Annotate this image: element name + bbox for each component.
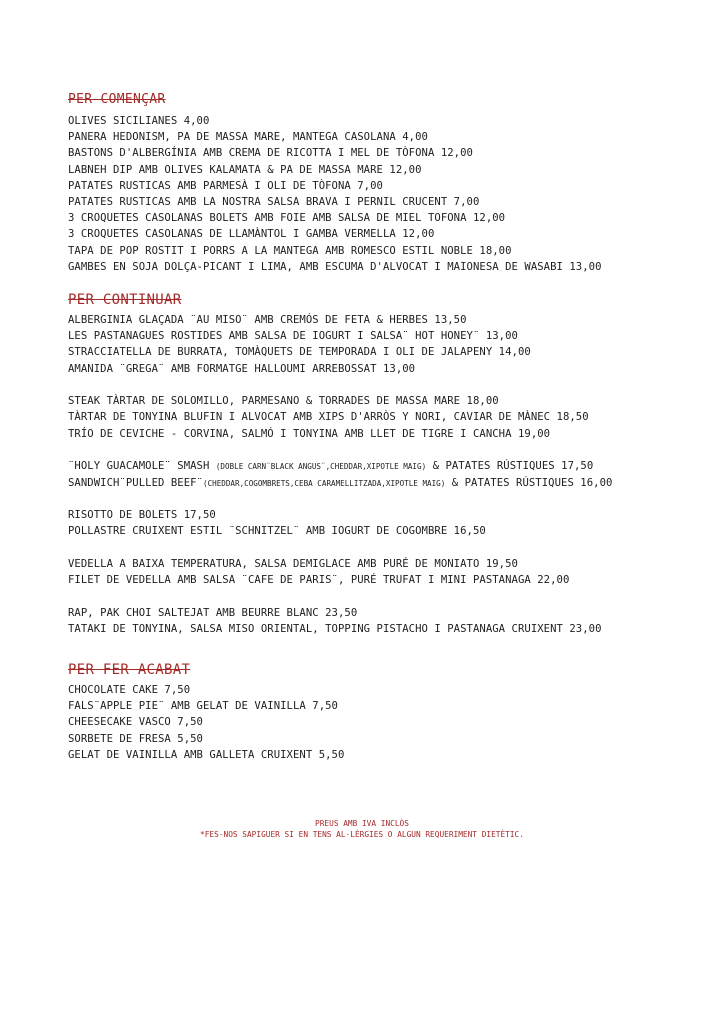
menu-item: PANERA HEDONISM, PA DE MASSA MARE, MANTEGA CASOLANA 4,00 (68, 131, 428, 144)
menu-item: PATATES RUSTICAS AMB PARMESÀ I OLI DE TÒFONA 7,00 (68, 179, 383, 192)
section-starters (68, 91, 708, 275)
group-spacer (68, 491, 708, 508)
group-spacer (68, 442, 708, 459)
menu-item: 3 CROQUETES CASOLANAS DE LLAMÀNTOL I GAMBA VERMELLA 12,00 (68, 228, 435, 241)
menu-item: TRÍO DE CEVICHE - CORVINA, SALMÓ I TONYINA AMB LLET DE TIGRE I CANCHA 19,00 (68, 427, 551, 440)
item-price-text: & PATATES RÚSTIQUES 16,00 (445, 476, 613, 489)
menu-item: GELAT DE VAINILLA AMB GALLETA CRUIXENT 5,50 (68, 748, 345, 761)
menu-item: PATATES RUSTICAS AMB LA NOSTRA SALSA BRAVA I PERNIL CRUCENT 7,00 (68, 195, 480, 208)
item-main-text: SANDWICH¨PULLED BEEF¨ (68, 476, 203, 489)
menu-item: FILET DE VEDELLA AMB SALSA ¨CAFE DE PARIS¨, PURÉ TRUFAT I MINI PASTANAGA 22,00 (68, 574, 570, 587)
section-title-starters: PER COMENÇAR (68, 92, 166, 107)
menu-item: TAPA DE POP ROSTIT I PORRS A LA MANTEGA AMB ROMESCO ESTIL NOBLE 18,00 (68, 244, 512, 257)
menu-item: OLIVES SICILIANES 4,00 (68, 115, 210, 127)
menu-item: BASTONS D'ALBERGÍNIA AMB CREMA DE RICOTTA I MEL DE TÒFONA 12,00 (68, 147, 473, 160)
menu-item: RISOTTO DE BOLETS 17,50 (68, 509, 216, 522)
menu-item: SORBETE DE FRESA 5,50 (68, 732, 203, 745)
menu-item: STRACCIATELLA DE BURRATA, TOMÀQUETS DE TEMPORADA I OLI DE JALAPENY 14,00 (68, 346, 531, 359)
menu-item: TATAKI DE TONYINA, SALSA MISO ORIENTAL, TOPPING PISTACHO I PASTANAGA CRUIXENT 23,00 (68, 623, 602, 636)
starters-list (68, 113, 708, 275)
group-spacer (68, 377, 708, 394)
menu-item: ALBERGINIA GLAÇADA ¨AU MISO¨ AMB CREMÓS DE FETA & HERBES 13,50 (68, 314, 467, 326)
section-title-desserts: PER FER ACABAT (68, 662, 191, 678)
menu-item: LABNEH DIP AMB OLIVES KALAMATA & PA DE MASSA MARE 12,00 (68, 163, 422, 176)
menu-item: AMANIDA ¨GREGA¨ AMB FORMATGE HALLOUMI ARREBOSSAT 13,00 (68, 362, 416, 375)
menu-item: VEDELLA A BAIXA TEMPERATURA, SALSA DEMIGLACE AMB PURÉ DE MONIATO 19,50 (68, 558, 518, 571)
mains-list (68, 312, 708, 637)
desserts-list (68, 682, 708, 763)
item-main-text: ¨HOLY GUACAMOLE¨ SMASH (68, 460, 216, 473)
menu-item: CHEESECAKE VASCO 7,50 (68, 716, 203, 729)
item-detail-text: (DOBLE CARN¨BLACK ANGUS¨,CHEDDAR,XIPOTLE MAIG) (215, 462, 427, 472)
allergy-note: *FES-NOS SAPIGUER SI EN TENS AL·LÈRGIES O ALGUN REQUERIMENT DIETÈTIC. (200, 830, 524, 839)
menu-item (68, 475, 708, 491)
menu-item: TÀRTAR DE TONYINA BLUFIN I ALVOCAT AMB XIPS D'ARRÒS Y NORI, CAVIAR DE MÀNEC 18,50 (68, 411, 589, 424)
menu-item: LES PASTANAGUES ROSTIDES AMB SALSA DE IOGURT I SALSA¨ HOT HONEY¨ 13,00 (68, 330, 518, 343)
menu-item: CHOCOLATE CAKE 7,50 (68, 684, 191, 696)
menu-item: 3 CROQUETES CASOLANAS BOLETS AMB FOIE AMB SALSA DE MIEL TOFONA 12,00 (68, 212, 506, 225)
menu-item: STEAK TÀRTAR DE SOLOMILLO, PARMESANO & TORRADES DE MASSA MARE 18,00 (68, 395, 499, 408)
menu-item: GAMBES EN SOJA DOLÇA-PICANT I LIMA, AMB ESCUMA D'ALVOCAT I MAIONESA DE WASABI 13,00 (68, 260, 602, 273)
menu-item: POLLASTRE CRUIXENT ESTIL ¨SCHNITZEL¨ AMB IOGURT DE COGOMBRE 16,50 (68, 525, 486, 538)
menu-item: RAP, PAK CHOI SALTEJAT AMB BEURRE BLANC 23,50 (68, 606, 358, 619)
item-price-text: & PATATES RÚSTIQUES 17,50 (426, 460, 594, 473)
menu-item (68, 458, 708, 474)
group-spacer (68, 540, 708, 557)
menu-item: FALS¨APPLE PIE¨ AMB GELAT DE VAINILLA 7,50 (68, 700, 338, 713)
vat-note: PREUS AMB IVA INCLÒS (315, 819, 409, 828)
group-spacer (68, 588, 708, 605)
section-mains (68, 291, 708, 637)
section-title-mains: PER CONTINUAR (68, 292, 182, 308)
item-detail-text: (CHEDDAR,COGOMBRETS,CEBA CARAMELLITZADA,XIPOTLE MAIG) (203, 478, 446, 488)
section-desserts (68, 661, 708, 763)
